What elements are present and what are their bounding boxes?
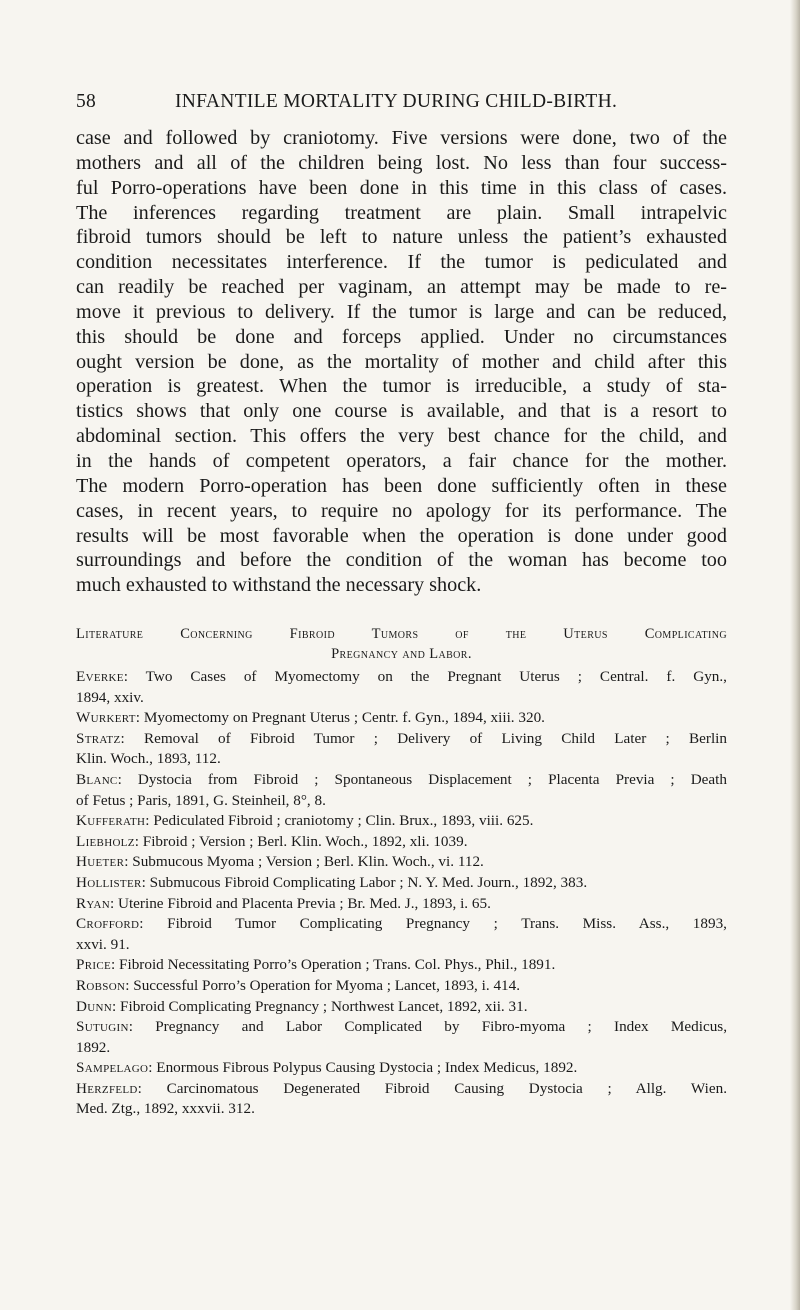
reference-line xyxy=(76,749,727,770)
reference-author: Everke xyxy=(76,668,124,685)
reference-author: Dunn xyxy=(76,997,112,1015)
body-line: fibroid tumors should be left to nature unless the patient’s exhausted xyxy=(76,226,727,249)
reference-separator: : xyxy=(128,1018,156,1036)
reference-entry xyxy=(76,1079,727,1120)
body-line: case and followed by craniotomy. Five versions were done, two of the xyxy=(76,127,727,149)
reference-text: Enormous Fibrous Polypus Causing Dystocia ; Index Medicus, 1892. xyxy=(156,1059,578,1077)
body-line: this should be done and forceps applied. Under no circumstances xyxy=(76,325,727,348)
reference-text: Two Cases of Myomectomy on the Pregnant Uterus ; Central. f. Gyn., xyxy=(145,668,727,685)
reference-text: Pediculated Fibroid ; craniotomy ; Clin. Brux., 1893, viii. 625. xyxy=(153,812,534,830)
reference-entry xyxy=(76,976,727,997)
reference-author: Kufferath xyxy=(76,812,146,830)
reference-text: Med. Ztg., 1892, xxxvii. 312. xyxy=(76,1100,255,1118)
reference-author: Hollister xyxy=(76,873,142,891)
page-edge-shadow xyxy=(790,0,800,1310)
reference-entry xyxy=(76,1017,727,1058)
reference-author: Stratz xyxy=(76,729,121,747)
body-line: abdominal section. This offers the very best chance for the child, and xyxy=(76,425,727,448)
reference-author: Crofford xyxy=(76,915,140,933)
reference-line xyxy=(76,873,727,894)
reference-text: Submucous Myoma ; Version ; Berl. Klin. Woch., vi. 112. xyxy=(132,853,484,871)
reference-line xyxy=(76,894,727,915)
body-line: ful Porro-operations have been done in this time in this class of cases. xyxy=(76,176,727,199)
reference-text: Successful Porro’s Operation for Myoma ; Lancet, 1893, i. 414. xyxy=(133,976,521,994)
reference-line xyxy=(76,1038,727,1059)
reference-separator: : xyxy=(125,976,134,994)
reference-author: Wurkert xyxy=(76,709,136,727)
reference-entry xyxy=(76,811,727,832)
body-line: results will be most favorable when the operation is done under good xyxy=(76,524,727,547)
literature-heading-line-2: Pregnancy and Labor. xyxy=(331,646,472,662)
body-line: operation is greatest. When the tumor is irreducible, a study of sta- xyxy=(76,375,727,398)
body-line: ought version be done, as the mortality of mother and child after this xyxy=(76,350,727,373)
reference-author: Liebholz xyxy=(76,832,135,850)
reference-line xyxy=(76,729,727,750)
reference-text: 1892. xyxy=(76,1038,111,1056)
reference-text: of Fetus ; Paris, 1891, G. Steinheil, 8°, 8. xyxy=(76,791,326,809)
reference-entry xyxy=(76,852,727,873)
reference-separator: : xyxy=(123,668,146,685)
reference-separator: : xyxy=(148,1059,157,1077)
reference-line xyxy=(76,914,727,935)
reference-line xyxy=(76,976,727,997)
reference-author: Blanc xyxy=(76,770,118,788)
reference-separator: : xyxy=(120,729,144,747)
reference-text: Removal of Fibroid Tumor ; Delivery of Living Child Later ; Berlin xyxy=(143,729,727,747)
body-line: surroundings and before the condition of the woman has become too xyxy=(76,549,727,572)
body-line: tistics shows that only one course is available, and that is a resort to xyxy=(76,400,727,423)
reference-author: Ryan xyxy=(76,894,110,912)
reference-text: Klin. Woch., 1893, 112. xyxy=(76,750,221,768)
reference-text: Fibroid Necessitating Porro’s Operation ; Trans. Col. Phys., Phil., 1891. xyxy=(119,956,556,974)
reference-entry xyxy=(76,997,727,1018)
reference-author: Sutugin xyxy=(76,1018,129,1036)
running-title: INFANTILE MORTALITY DURING CHILD-BIRTH. xyxy=(175,91,618,112)
reference-line xyxy=(76,832,727,853)
reference-entry xyxy=(76,770,727,811)
reference-text: Fibroid ; Version ; Berl. Klin. Woch., 1892, xli. 1039. xyxy=(142,832,468,850)
reference-author: Robson xyxy=(76,976,126,994)
reference-text: Dystocia from Fibroid ; Spontaneous Displacement ; Placenta Previa ; Death xyxy=(137,770,727,788)
reference-author: Sampelago xyxy=(76,1059,149,1077)
reference-text: Fibroid Tumor Complicating Pregnancy ; Trans. Miss. Ass., 1893, xyxy=(167,915,727,933)
reference-separator: : xyxy=(139,915,168,933)
body-paragraph xyxy=(76,126,727,598)
reference-line xyxy=(76,852,727,873)
reference-line xyxy=(76,791,727,812)
body-line: The modern Porro-operation has been done sufficiently often in these xyxy=(76,474,727,497)
reference-line xyxy=(76,1079,727,1100)
reference-separator: : xyxy=(111,956,120,974)
reference-text: Uterine Fibroid and Placenta Previa ; Br. Med. J., 1893, i. 65. xyxy=(117,894,491,912)
reference-separator: : xyxy=(134,832,143,850)
body-line: in the hands of competent operators, a fair chance for the mother. xyxy=(76,449,727,472)
reference-entry xyxy=(76,955,727,976)
reference-separator: : xyxy=(145,812,154,830)
reference-text: xxvi. 91. xyxy=(76,935,130,953)
reference-author: Hueter xyxy=(76,853,125,871)
reference-line xyxy=(76,1058,727,1079)
reference-entry xyxy=(76,873,727,894)
reference-line xyxy=(76,955,727,976)
body-line: The inferences regarding treatment are plain. Small intrapelvic xyxy=(76,201,727,224)
reference-separator: : xyxy=(112,997,121,1015)
reference-text: Carcinomatous Degenerated Fibroid Causing Dystocia ; Allg. Wien. xyxy=(166,1079,727,1097)
reference-entry xyxy=(76,708,727,729)
reference-separator: : xyxy=(109,894,118,912)
reference-separator: : xyxy=(137,1079,167,1097)
body-line: can readily be reached per vaginam, an attempt may be made to re- xyxy=(76,276,727,299)
reference-line xyxy=(76,935,727,956)
reference-text: Submucous Fibroid Complicating Labor ; N. Y. Med. Journ., 1892, 383. xyxy=(149,873,588,891)
body-line: move it previous to delivery. If the tumor is large and can be reduced, xyxy=(76,300,727,323)
reference-list xyxy=(76,667,727,1120)
body-line: mothers and all of the children being lost. No less than four success- xyxy=(76,151,727,174)
literature-heading-line-1: Literature Concerning Fibroid Tumors of the Uterus Complicating xyxy=(76,626,727,642)
reference-entry xyxy=(76,729,727,770)
reference-entry xyxy=(76,667,727,708)
reference-line xyxy=(76,667,727,688)
reference-text: 1894, xxiv. xyxy=(76,688,144,706)
reference-author: Herzfeld xyxy=(76,1079,138,1097)
reference-entry xyxy=(76,832,727,853)
reference-text: Fibroid Complicating Pregnancy ; Northwest Lancet, 1892, xii. 31. xyxy=(120,997,528,1015)
reference-line xyxy=(76,811,727,832)
reference-line xyxy=(76,1017,727,1038)
body-line: cases, in recent years, to require no apology for its performance. The xyxy=(76,499,727,522)
reference-line xyxy=(76,708,727,729)
reference-author: Price xyxy=(76,956,112,974)
reference-line xyxy=(76,1099,727,1120)
reference-line xyxy=(76,770,727,791)
reference-line xyxy=(76,688,727,709)
literature-heading xyxy=(76,624,727,664)
body-line: condition necessitates interference. If the tumor is pediculated and xyxy=(76,251,727,274)
reference-entry xyxy=(76,1058,727,1079)
reference-entry xyxy=(76,894,727,915)
reference-line xyxy=(76,997,727,1018)
reference-text: Pregnancy and Labor Complicated by Fibro-myoma ; Index Medicus, xyxy=(155,1018,727,1036)
reference-separator: : xyxy=(141,873,150,891)
reference-separator: : xyxy=(117,770,138,788)
reference-text: Myomectomy on Pregnant Uterus ; Centr. f. Gyn., 1894, xiii. 320. xyxy=(143,709,545,727)
reference-entry xyxy=(76,914,727,955)
body-line: much exhausted to withstand the necessary shock. xyxy=(76,574,482,597)
reference-separator: : xyxy=(135,709,144,727)
page-number: 58 xyxy=(76,91,97,112)
reference-separator: : xyxy=(124,853,133,871)
